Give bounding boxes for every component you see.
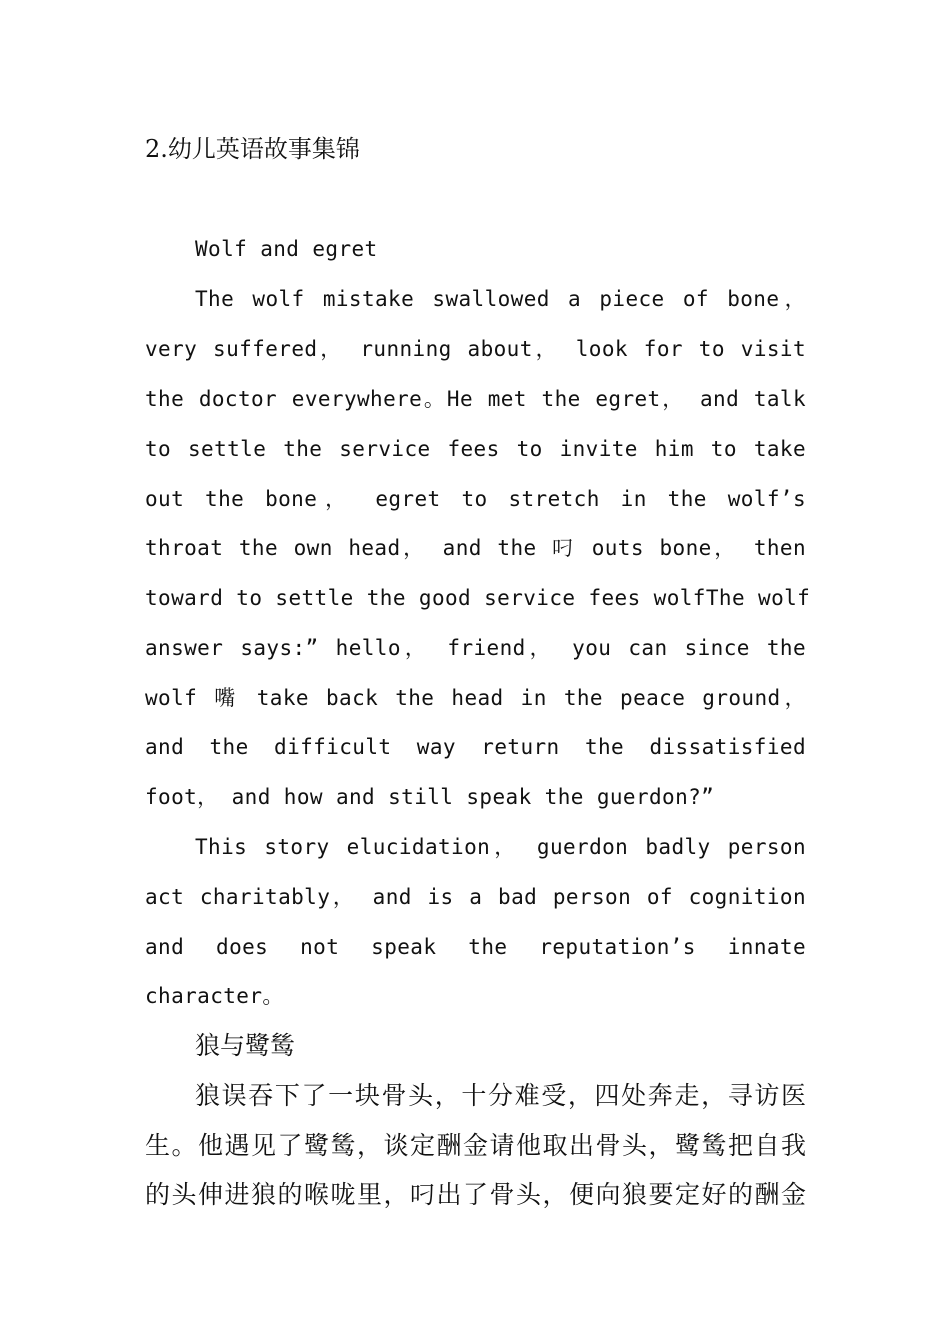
- section-heading: 2.幼儿英语故事集锦: [145, 135, 360, 163]
- chinese-story-line: 生。他遇见了鹭鸶，谈定酬金请他取出骨头，鹭鸶把自我: [145, 1131, 806, 1160]
- english-story-line: wolf 嘴 take back the head in the peace ground，: [145, 686, 806, 710]
- english-moral-line: character。: [145, 984, 284, 1008]
- english-story-line: The wolf mistake swallowed a piece of bone，: [195, 287, 806, 311]
- english-story-line: foot， and how and still speak the guerdon?”: [145, 785, 715, 809]
- chinese-story-line: 的头伸进狼的喉咙里，叼出了骨头，便向狼要定好的酬金: [145, 1180, 806, 1209]
- english-story-line: out the bone， egret to stretch in the wolf’s: [145, 487, 806, 511]
- chinese-story-line: 狼误吞下了一块骨头，十分难受，四处奔走，寻访医: [195, 1081, 806, 1110]
- chinese-story-title: 狼与鹭鸶: [195, 1031, 296, 1060]
- english-story-line: toward to settle the good service fees wolfThe wolf: [145, 586, 811, 610]
- english-story-line: very suffered， running about， look for to visit: [145, 337, 806, 361]
- english-moral-line: act charitably， and is a bad person of cognition: [145, 885, 806, 909]
- english-story-line: and the difficult way return the dissatisfied: [145, 735, 806, 759]
- english-story-title: Wolf and egret: [195, 237, 378, 261]
- english-story-line: the doctor everywhere。He met the egret， and talk: [145, 387, 806, 411]
- english-story-line: answer says:” hello， friend， you can since the: [145, 636, 806, 660]
- english-moral-line: This story elucidation， guerdon badly person: [195, 835, 806, 859]
- english-moral-line: and does not speak the reputation’s innate: [145, 935, 806, 959]
- english-story-line: throat the own head， and the 叼 outs bone， then: [145, 536, 806, 560]
- english-story-line: to settle the service fees to invite him to take: [145, 437, 806, 461]
